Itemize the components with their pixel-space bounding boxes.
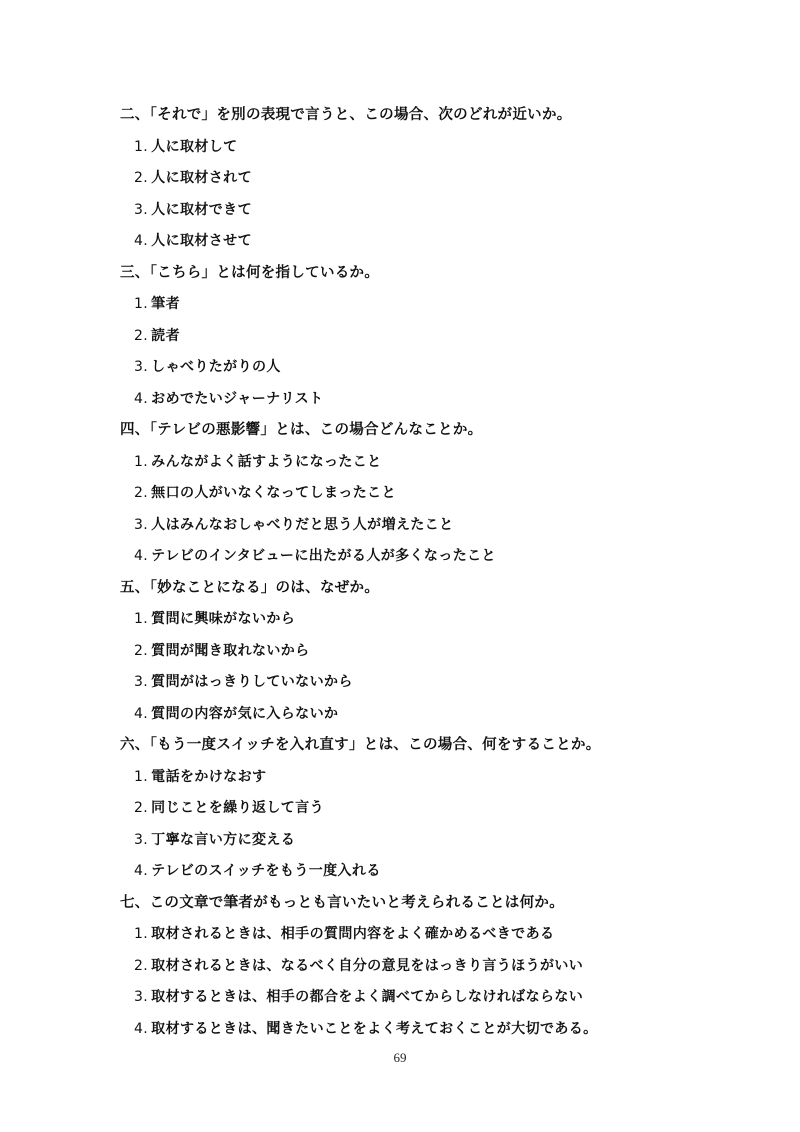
option-text: 質問の内容が気に入らないか [151,705,339,722]
option-text: 人に取材できて [151,201,252,218]
answer-option [120,447,740,479]
question-prompt: 二、「それで」を別の表現で言うと、この場合、次のどれが近いか。 [120,107,572,123]
answer-option [120,321,740,353]
answer-options [120,762,740,888]
answer-option [120,825,740,857]
answer-option [120,352,740,384]
question-block [120,888,740,1046]
option-text: 質問に興味がないから [151,611,296,627]
answer-option [120,667,740,699]
option-number: 2. [134,170,149,186]
option-text: しゃべりたがりの人 [151,359,281,375]
page-number: 69 [393,1050,407,1065]
option-text: テレビのインタビューに出たがる人が多くなったこと [151,548,496,564]
question-prompt: 三、「こちら」とは何を指しているか。 [120,264,380,281]
answer-options [120,919,740,1045]
answer-option [120,699,740,731]
answer-options [120,447,740,573]
question-block [120,415,740,573]
answer-option [120,132,740,164]
option-text: 取材するときは、相手の都合をよく調べてからしなければならない [151,989,584,1005]
option-text: 電話をかけなおす [151,768,267,785]
question-list [120,100,740,1045]
option-number: 3. [134,516,149,533]
option-text: 読者 [151,327,180,344]
question-prompt: 六、「もう一度スイッチを入れ直す」とは、この場合、何をすることか。 [120,737,601,753]
answer-option [120,163,740,195]
answer-options [120,132,740,258]
option-text: 筆者 [151,296,180,312]
option-number: 2. [134,800,149,816]
option-text: 人に取材して [151,138,238,155]
option-number: 1. [134,768,149,785]
answer-option [120,195,740,227]
question-block [120,573,740,731]
option-number: 1. [134,926,149,942]
option-number: 1. [134,296,149,312]
option-number: 1. [134,611,149,627]
option-number: 4. [134,548,149,564]
option-number: 2. [134,642,149,659]
question-prompt: 七、この文章で筆者がもっとも言いたいと考えられることは何か。 [120,894,564,911]
option-text: 取材されるときは、相手の質問内容をよく確かめるべきである [151,926,555,942]
option-text: 人はみんなおしゃべりだと思う人が増えたこと [151,516,454,533]
option-number: 2. [134,957,149,974]
option-number: 1. [134,453,149,470]
option-text: 同じことを繰り返して言う [151,800,324,816]
question-block [120,100,740,258]
answer-option [120,793,740,825]
option-number: 3. [134,359,149,375]
answer-option [120,604,740,636]
question-prompt: 五、「妙なことになる」のは、なぜか。 [120,579,380,596]
option-number: 3. [134,674,149,690]
question-block [120,730,740,888]
option-number: 1. [134,138,149,155]
question-prompt: 四、「テレビの悪影響」とは、この場合どんなことか。 [120,422,483,438]
answer-option [120,636,740,668]
option-number: 4. [134,863,149,879]
option-text: 無口の人がいなくなってしまったこと [151,485,396,501]
option-number: 3. [134,201,149,218]
answer-option [120,384,740,416]
answer-option [120,1014,740,1046]
answer-option [120,226,740,258]
option-number: 3. [134,989,149,1005]
option-text: 質問が聞き取れないから [151,642,310,659]
option-text: 質問がはっきりしていないから [151,674,353,690]
answer-option [120,982,740,1014]
answer-option [120,289,740,321]
answer-option [120,478,740,510]
option-text: 人に取材させて [151,233,252,249]
option-number: 2. [134,485,149,501]
answer-option [120,951,740,983]
answer-option [120,762,740,794]
option-text: テレビのスイッチをもう一度入れる [151,863,381,879]
option-text: 人に取材されて [151,170,252,186]
option-number: 2. [134,327,149,344]
option-number: 4. [134,390,149,407]
answer-option [120,856,740,888]
answer-options [120,604,740,730]
option-number: 4. [134,1020,149,1037]
question-block [120,258,740,416]
option-number: 3. [134,831,149,848]
option-number: 4. [134,233,149,249]
option-text: 丁寧な言い方に変える [151,831,296,848]
option-text: 取材されるときは、なるべく自分の意見をはっきり言うほうがいい [151,957,584,974]
answer-option [120,919,740,951]
option-number: 4. [134,705,149,722]
option-text: みんながよく話すようになったこと [151,453,382,470]
answer-options [120,289,740,415]
answer-option [120,510,740,542]
option-text: おめでたいジャーナリスト [151,390,324,407]
answer-option [120,541,740,573]
option-text: 取材するときは、聞きたいことをよく考えておくことが大切である。 [151,1020,598,1037]
